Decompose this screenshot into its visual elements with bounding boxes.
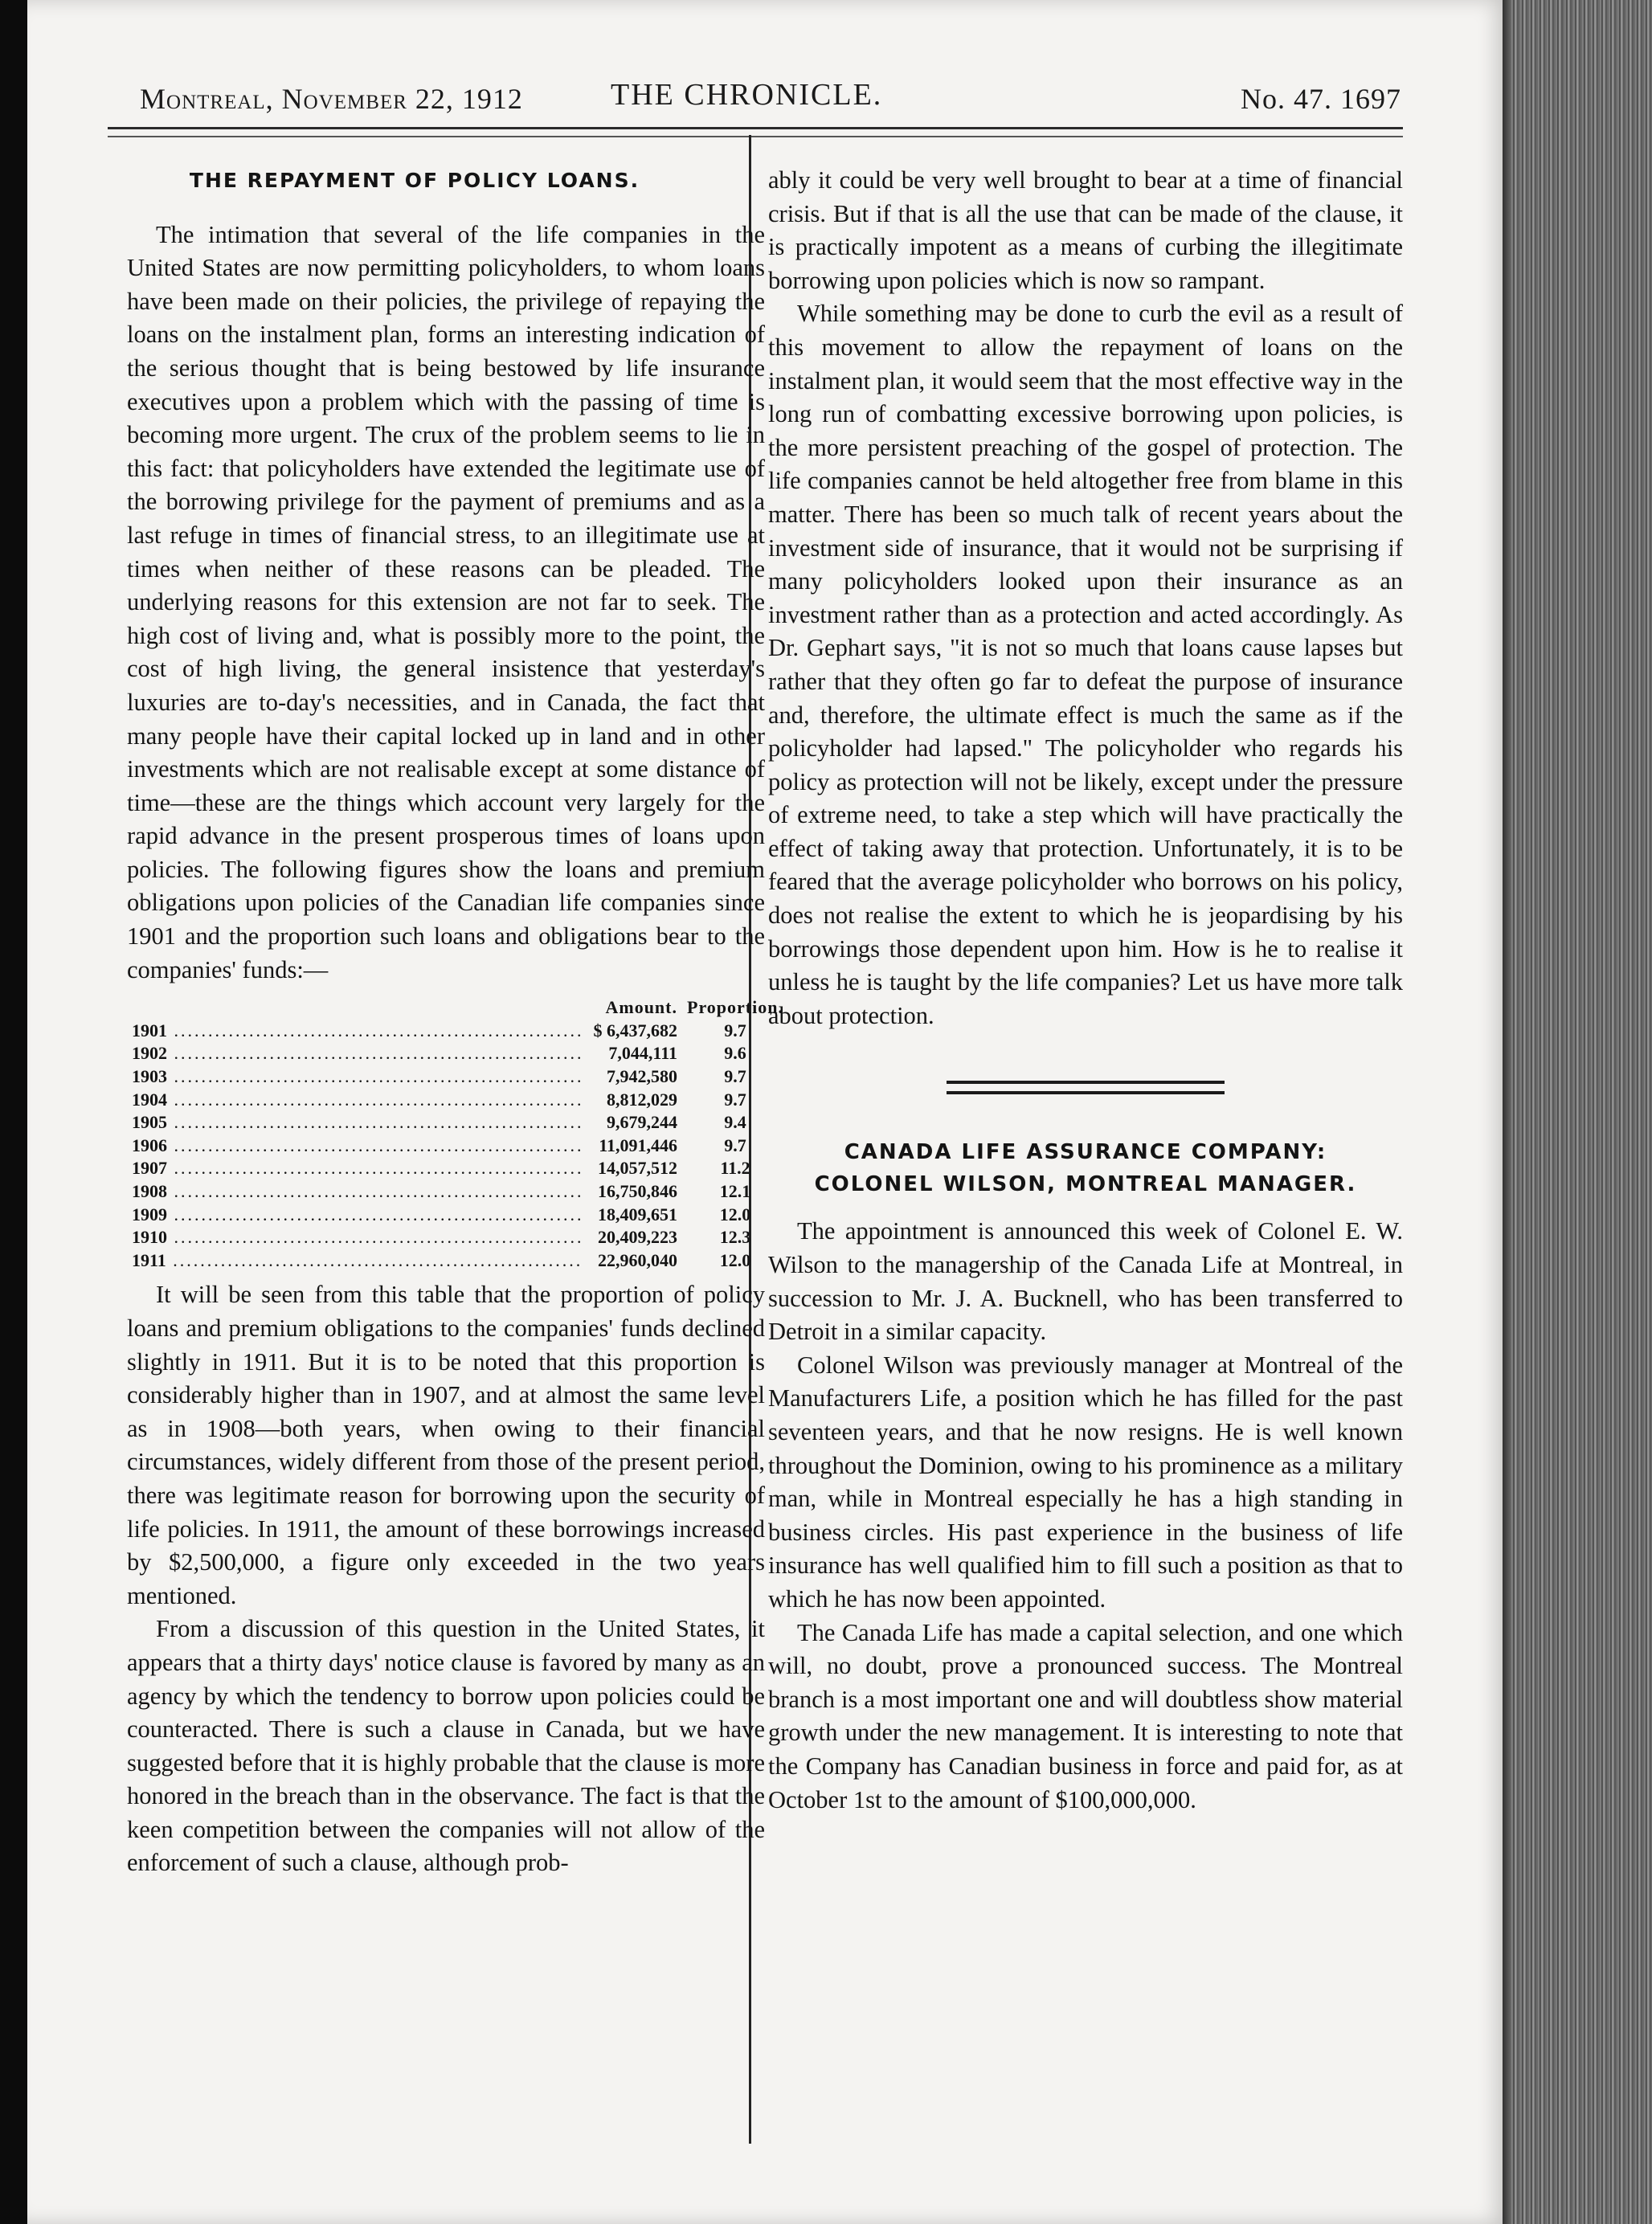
header-rule bbox=[108, 127, 1403, 137]
table-cell-amount: 8,812,029 bbox=[607, 1089, 677, 1110]
article-separator bbox=[947, 1081, 1225, 1094]
loans-table-body bbox=[127, 1020, 788, 1273]
table-cell-year bbox=[127, 1020, 589, 1043]
leader-dots: ............................................................ bbox=[167, 1112, 584, 1133]
header-issue-page: No. 47. 1697 bbox=[1241, 83, 1401, 115]
article-paragraph: The appointment is announced this week of Colonel E. W. Wilson to the managership of the Canada Life at Montreal, in succession to Mr. J. A. Bucknell, who has been transferred to Detroit in a similar capacity. bbox=[768, 1217, 1403, 1346]
article-paragraph: Colonel Wilson was previously manager at Montreal of the Manufacturers Life, a position which he has filled for the past seventeen years, and that he now resigns. He is well known throughout the Dominion, owing to his prominence as a military man, while in Montreal especially he has a high standing in business circles. His past experience in the business of life insurance has well qualified him to fill such a position as that to which he has now been appointed. bbox=[768, 1351, 1403, 1613]
newspaper-page bbox=[27, 0, 1511, 2224]
table-cell-year bbox=[127, 1065, 589, 1089]
article-paragraph: It will be seen from this table that the proportion of policy loans and premium obligations to the companies' funds declined slightly in 1911. But it is to be noted that this proportion is considerably higher than in 1907, and at almost the same level as in 1908—both years, when owing to their financial circumstances, widely different from those of the present period, there was legitimate reason for borrowing upon the security of life policies. In 1911, the amount of these borrowings increased by $2,500,000, a figure only exceeded in the two years mentioned. bbox=[127, 1281, 765, 1609]
article-paragraph: While something may be done to curb the evil as a result of this movement to allow the repayment of loans on the instalment plan, it would seem that the most effective way in the long run of combatting excessive borrowing upon policies, is the more persistent preaching of the gospel of protection. The life companies cannot be held altogether free from blame in this matter. There has been so much talk of recent years about the investment side of insurance, that it would not be surprising if many policyholders looked upon their insurance as an investment rather than as a protection and acted accordingly. As Dr. Gephart says, "it is not so much that loans cause lapses but rather that they often go far to defeat the purpose of insurance and, therefore, the ultimate effect is much the same as if the policyholder had lapsed." The policyholder who regards his policy as protection will not be likely, except under the pressure of extreme need, to take a step which will have practically the effect of taking away that protection. Unfortunately, it is to be feared that the average policyholder who borrows on his policy, does not realise the extent to which he is jeopardising by his borrowings those dependent upon him. How is he to realise it unless he is taught by the life companies? Let us have more talk about protection. bbox=[768, 300, 1403, 1029]
leader-dots: ............................................................ bbox=[167, 1089, 584, 1110]
table-cell-proportion: 9.7 bbox=[724, 1066, 746, 1087]
table-cell-amount: 22,960,040 bbox=[598, 1249, 677, 1270]
table-cell-year bbox=[127, 1180, 589, 1204]
table-row bbox=[127, 1042, 788, 1065]
article-paragraph: From a discussion of this question in the United States, it appears that a thirty days' notice clause is favored by many as an agency by which the tendency to borrow upon policies could be counteracted. There is such a clause in Canada, but we have suggested before that it is highly probable that the clause is more honored in the breach than in the observance. The fact is that the keen competition between the companies will not allow of the enforcement of such a clause, although prob- bbox=[127, 1615, 765, 1877]
year-label: 1905 bbox=[132, 1112, 167, 1133]
article-title-canada-life bbox=[768, 1136, 1403, 1200]
table-cell-amount: 9,679,244 bbox=[607, 1112, 677, 1133]
year-label: 1909 bbox=[132, 1204, 167, 1224]
leader-dots: ............................................................ bbox=[167, 1204, 584, 1224]
article-title-line: COLONEL WILSON, MONTREAL MANAGER. bbox=[814, 1172, 1357, 1197]
year-label: 1911 bbox=[132, 1249, 166, 1270]
left-column bbox=[127, 164, 783, 1880]
table-cell-proportion: 12.3 bbox=[719, 1227, 751, 1248]
column-header-amount: Amount. bbox=[605, 997, 677, 1018]
table-cell-amount: 18,409,651 bbox=[598, 1204, 677, 1224]
table-cell-proportion: 9.6 bbox=[724, 1043, 746, 1064]
article-paragraph-continued: ably it could be very well brought to bear at a time of financial crisis. But if that is all the use that can be made of the clause, it is practically impotent as a means of curbing the illegitimate borrowing upon policies which is now so rampant. bbox=[768, 166, 1403, 294]
year-label: 1904 bbox=[132, 1089, 167, 1110]
table-cell-year bbox=[127, 1134, 589, 1158]
table-cell-year bbox=[127, 1226, 589, 1249]
leader-dots: ............................................................ bbox=[167, 1134, 584, 1155]
table-cell-amount: 20,409,223 bbox=[598, 1227, 677, 1248]
leader-dots: ............................................................ bbox=[167, 1158, 584, 1179]
year-label: 1903 bbox=[132, 1066, 167, 1087]
year-label: 1906 bbox=[132, 1134, 167, 1155]
table-row bbox=[127, 1111, 788, 1134]
table-cell-amount: 7,044,111 bbox=[608, 1043, 677, 1064]
loans-table bbox=[127, 996, 788, 1272]
table-cell-proportion: 12.0 bbox=[719, 1204, 751, 1224]
table-cell-year bbox=[127, 1249, 589, 1273]
header-date: Montreal, November 22, 1912 bbox=[140, 83, 523, 115]
table-cell-proportion: 9.7 bbox=[724, 1134, 746, 1155]
left-column-body bbox=[127, 219, 783, 1880]
table-cell-year bbox=[127, 1111, 589, 1134]
table-row bbox=[127, 1020, 788, 1043]
right-column bbox=[768, 164, 1403, 1817]
leader-dots: ............................................................ bbox=[167, 1227, 584, 1248]
leader-dots: ............................................................ bbox=[167, 1066, 584, 1087]
table-cell-proportion: 9.4 bbox=[724, 1112, 746, 1133]
book-page-edges bbox=[1511, 0, 1652, 2224]
table-row bbox=[127, 1180, 788, 1204]
header-publication-title: THE CHRONICLE. bbox=[611, 78, 883, 112]
article-title-line: CANADA LIFE ASSURANCE COMPANY: bbox=[844, 1140, 1327, 1165]
table-row bbox=[127, 1249, 788, 1273]
article-title-policy-loans: THE REPAYMENT OF POLICY LOANS. bbox=[189, 169, 640, 192]
loans-table-header bbox=[127, 996, 788, 1020]
column-header-proportion: Proportion. bbox=[687, 997, 783, 1018]
table-cell-amount: 11,091,446 bbox=[599, 1134, 677, 1155]
table-cell-year bbox=[127, 1204, 589, 1227]
table-cell-proportion: 9.7 bbox=[724, 1089, 746, 1110]
table-row bbox=[127, 1204, 788, 1227]
leader-dots: ............................................................ bbox=[167, 1020, 584, 1040]
table-cell-proportion: 9.7 bbox=[724, 1020, 746, 1040]
page-header bbox=[140, 77, 1401, 122]
article-paragraph: The intimation that several of the life companies in the United States are now permitting policyholders, to whom loans have been made on their policies, the privilege of repaying the loans on the instalment plan, forms an interesting indication of the serious thought that is being bestowed by life insurance executives upon a problem which with the passing of time is becoming more urgent. The crux of the problem seems to lie in this fact: that policyholders have extended the legitimate use of the borrowing privilege for the payment of premiums and as a last refuge in times of financial stress, to an illegitimate use at times when neither of these reasons can be pleaded. The underlying reasons for this extension are not far to seek. The high cost of living and, what is possibly more to the point, the cost of high living, the general insistence that yesterday's luxuries are to-day's necessities, and in Canada, the fact that many people have their capital locked up in land and in other investments which are not realisable except at some distance of time—these are the things which account very largely for the rapid advance in the present prosperous times of loans upon policies. The following figures show the loans and premium obligations upon policies of the Canadian life companies since 1901 and the proportion such loans and obligations bear to the companies' funds:— bbox=[127, 220, 765, 983]
table-row bbox=[127, 1065, 788, 1089]
year-label: 1907 bbox=[132, 1158, 167, 1179]
leader-dots: ............................................................ bbox=[166, 1249, 583, 1270]
year-label: 1901 bbox=[132, 1020, 167, 1040]
year-label: 1902 bbox=[132, 1043, 167, 1064]
leader-dots: ............................................................ bbox=[167, 1043, 584, 1064]
table-cell-amount: $ 6,437,682 bbox=[593, 1020, 677, 1040]
year-label: 1908 bbox=[132, 1181, 167, 1201]
table-cell-amount: 14,057,512 bbox=[598, 1158, 677, 1179]
year-label: 1910 bbox=[132, 1227, 167, 1248]
table-row bbox=[127, 1089, 788, 1112]
table-cell-year bbox=[127, 1089, 589, 1112]
table-cell-proportion: 12.0 bbox=[719, 1249, 751, 1270]
table-row bbox=[127, 1134, 788, 1158]
table-row bbox=[127, 1157, 788, 1180]
leader-dots: ............................................................ bbox=[167, 1181, 584, 1201]
table-cell-proportion: 12.1 bbox=[719, 1181, 751, 1201]
table-cell-amount: 16,750,846 bbox=[598, 1181, 677, 1201]
table-cell-amount: 7,942,580 bbox=[607, 1066, 677, 1087]
table-cell-proportion: 11.2 bbox=[720, 1158, 750, 1179]
table-cell-year bbox=[127, 1042, 589, 1065]
article-paragraph: The Canada Life has made a capital selection, and one which will, no doubt, prove a pronounced success. The Montreal branch is a most important one and will doubtless show material growth under the new management. It is interesting to note that the Company has Canadian business in force and paid for, as at October 1st to the amount of $100,000,000. bbox=[768, 1618, 1403, 1813]
table-cell-year bbox=[127, 1157, 589, 1180]
table-row bbox=[127, 1226, 788, 1249]
